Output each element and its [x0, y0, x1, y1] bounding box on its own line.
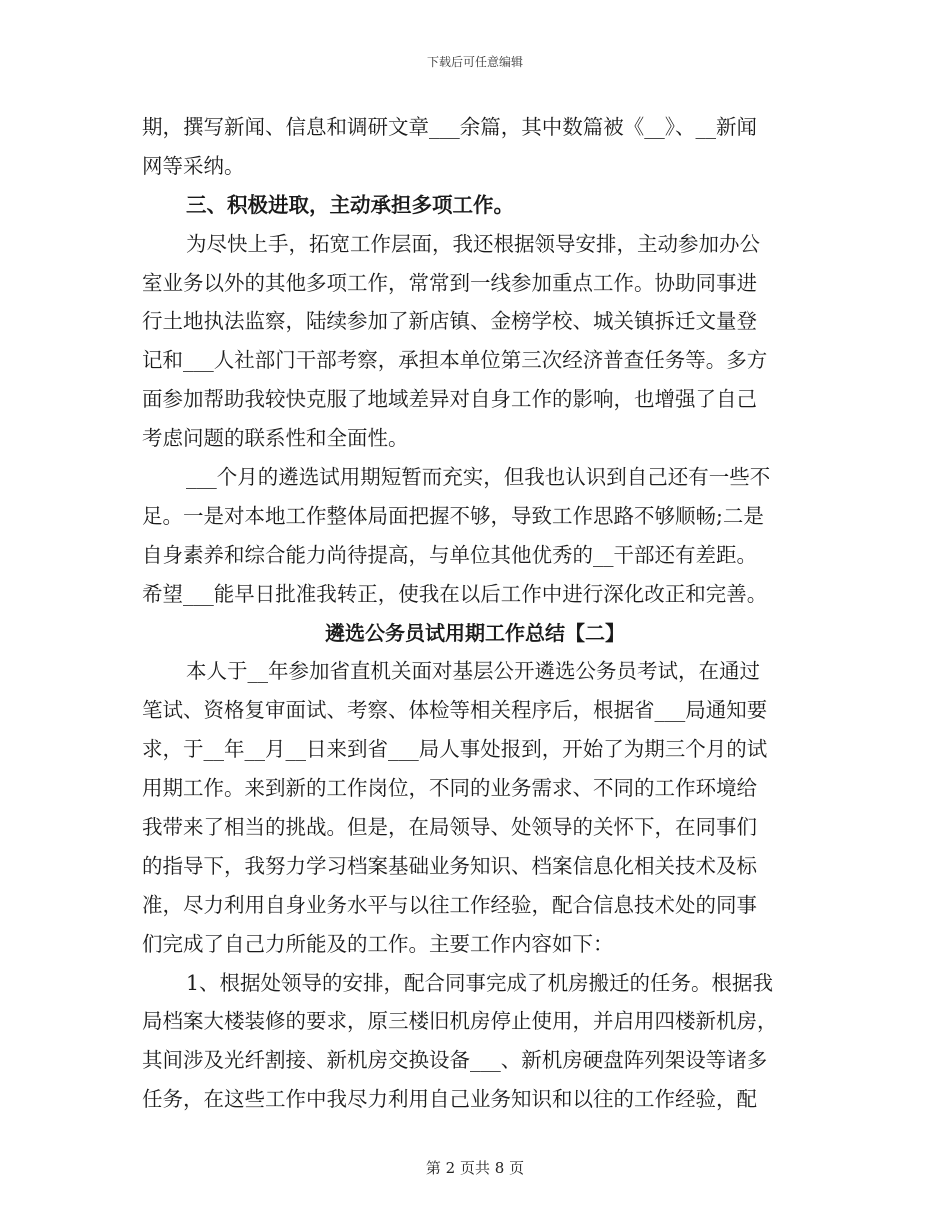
text-line: 自身素养和综合能力尚待提高，与单位其他优秀的__干部还有差距。 — [142, 542, 757, 567]
page-number: 第 2 页共 8 页 — [425, 1159, 525, 1177]
text-line: 行土地执法监察，陆续参加了新店镇、金榜学校、城关镇拆迁文量登 — [142, 309, 757, 334]
paragraph-start: 本人于__年参加省直机关面对基层公开遴选公务员考试，在通过 — [186, 659, 760, 684]
text-line: 笔试、资格复审面试、考察、体检等相关程序后，根据省___局通知要 — [142, 698, 768, 723]
text-line: 网等采纳。 — [142, 153, 245, 178]
text-line: 期，撰写新闻、信息和调研文章___余篇，其中数篇被《__》、__新闻 — [142, 115, 757, 139]
text-line: 准，尽力利用自身业务水平与以往工作经验，配合信息技术处的同事 — [142, 892, 757, 917]
text-line: 局档案大楼装修的要求，原三楼旧机房停止使用，并启用四楼新机房， — [142, 1009, 778, 1034]
paragraph-start: 为尽快上手，拓宽工作层面，我还根据领导安排，主动参加办公 — [186, 231, 760, 256]
text-line: 希望___能早日批准我转正，使我在以后工作中进行深化改正和完善。 — [142, 581, 768, 606]
text-line: 用期工作。来到新的工作岗位，不同的业务需求、不同的工作环境给 — [142, 776, 757, 801]
article-title: 遴选公务员试用期工作总结【二】 — [325, 620, 625, 645]
text-line: 面参加帮助我较快克服了地域差异对自身工作的影响，也增强了自己 — [142, 387, 757, 412]
text-line: 任务，在这些工作中我尽力利用自己业务知识和以往的工作经验，配 — [142, 1087, 757, 1112]
text-line: 们完成了自己力所能及的工作。主要工作内容如下： — [142, 931, 614, 956]
text-line: 室业务以外的其他多项工作，常常到一线参加重点工作。协助同事进 — [142, 270, 757, 295]
paragraph-start: 1、根据处领导的安排，配合同事完成了机房搬迁的任务。根据我 — [186, 970, 774, 995]
paragraph-start: ___个月的遴选试用期短暂而充实，但我也认识到自己还有一些不 — [186, 465, 771, 490]
text-line: 求，于__年__月__日来到省___局人事处报到，开始了为期三个月的试 — [142, 737, 768, 762]
text-line: 其间涉及光纤割接、新机房交换设备___、新机房硬盘阵列架设等诸多 — [142, 1048, 768, 1073]
document-body — [142, 108, 808, 1119]
text-line: 记和___人社部门干部考察，承担本单位第三次经济普查任务等。多方 — [142, 348, 768, 373]
text-line: 我带来了相当的挑战。但是，在局领导、处领导的关怀下，在同事们 — [142, 815, 757, 840]
text-line: 足。一是对本地工作整体局面把握不够，导致工作思路不够顺畅;二是 — [142, 503, 764, 528]
text-line: 考虑问题的联系性和全面性。 — [142, 426, 409, 451]
text-line: 的指导下，我努力学习档案基础业务知识、档案信息化相关技术及标 — [142, 853, 757, 878]
section-heading: 三、积极进取，主动承担多项工作。 — [186, 192, 514, 217]
page-header: 下载后可任意编辑 — [426, 55, 523, 69]
